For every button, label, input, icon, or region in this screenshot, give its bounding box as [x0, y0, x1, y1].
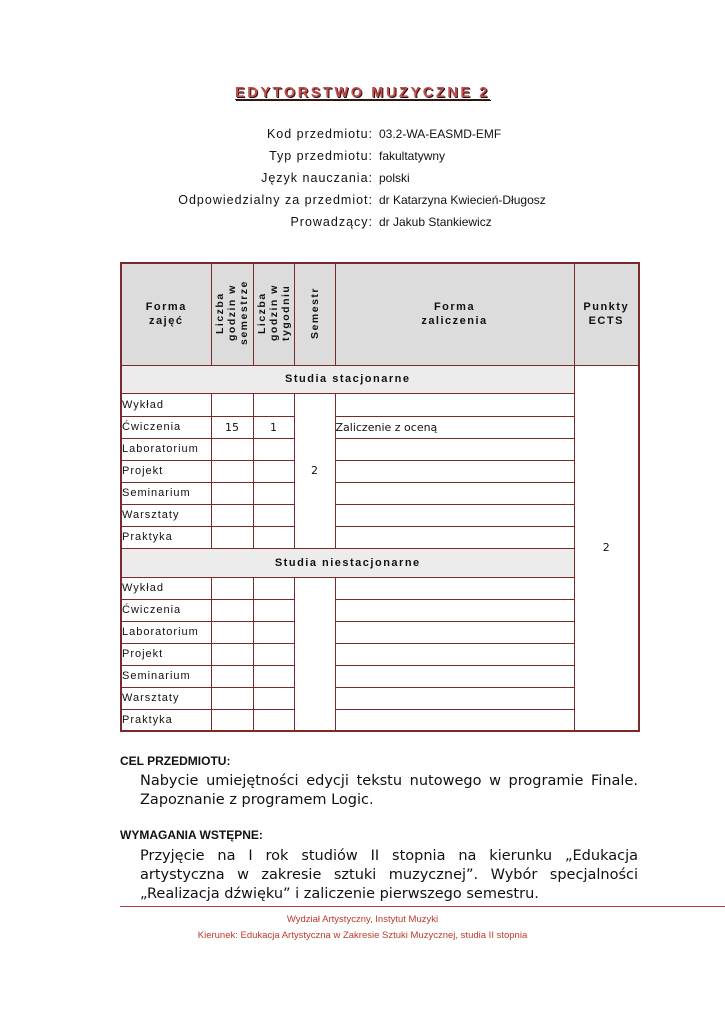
hours-week: [253, 687, 294, 709]
assessment-form: [335, 643, 574, 665]
cel-heading: CEL PRZEDMIOTU:: [120, 754, 231, 768]
meta-value: dr Katarzyna Kwiecień-Długosz: [379, 193, 546, 207]
form-name: Wykład: [121, 393, 211, 416]
footer-faculty: Wydział Artystyczny, Instytut Muzyki: [286, 914, 439, 925]
meta-row-language: [0, 171, 725, 193]
meta-label: Kod przedmiotu:: [266, 127, 373, 141]
hours-week: [253, 438, 294, 460]
form-name: Projekt: [121, 460, 211, 482]
assessment-form: [335, 460, 574, 482]
meta-label: Typ przedmiotu:: [269, 149, 373, 163]
header-text: Semestr: [308, 286, 321, 339]
wymagania-heading: WYMAGANIA WSTĘPNE:: [120, 828, 263, 842]
form-name: Warsztaty: [121, 687, 211, 709]
hours-week: [253, 526, 294, 548]
form-name: Wykład: [121, 577, 211, 599]
hours-semester: [211, 438, 253, 460]
hours-week: [253, 709, 294, 731]
hours-semester: [211, 709, 253, 731]
document-title-wrap: [0, 84, 725, 102]
hours-week: [253, 577, 294, 599]
meta-row-instructor: [0, 215, 725, 237]
hours-semester: [211, 643, 253, 665]
header-liczba-godzin-tydzien: [253, 263, 294, 365]
hours-week: [253, 643, 294, 665]
meta-value: polski: [379, 171, 410, 185]
form-name: Seminarium: [121, 482, 211, 504]
footer-divider: [120, 906, 725, 907]
form-name: Praktyka: [121, 526, 211, 548]
header-text: Liczba godzin w semestrze: [214, 280, 250, 346]
section-stacjonarne: Studia stacjonarne: [121, 365, 574, 393]
cel-text: Nabycie umiejętności edycji tekstu nutowego w programie Finale. Zapoznanie z programem Logic.: [140, 773, 638, 808]
assessment-form: [335, 526, 574, 548]
header-text: Liczba godzin w tygodniu: [255, 284, 292, 342]
course-hours-table: [120, 262, 640, 732]
hours-week: [253, 599, 294, 621]
meta-row-type: [0, 149, 725, 171]
assessment-form: [335, 621, 574, 643]
assessment-form: [335, 577, 574, 599]
form-name: Praktyka: [121, 709, 211, 731]
assessment-form: [335, 482, 574, 504]
hours-week: [253, 393, 294, 416]
meta-label: Prowadzący:: [290, 215, 373, 229]
header-liczba-godzin-semestr: [211, 263, 253, 365]
form-name: Ćwiczenia: [121, 416, 211, 438]
assessment-form: [335, 438, 574, 460]
form-name: Laboratorium: [121, 438, 211, 460]
footer-program: Kierunek: Edukacja Artystyczna w Zakresie Sztuki Muzycznej, studia II stopnia: [197, 930, 528, 941]
hours-semester: [211, 482, 253, 504]
meta-label: Odpowiedzialny za przedmiot:: [178, 193, 373, 207]
assessment-form: [335, 665, 574, 687]
hours-week: [253, 504, 294, 526]
form-name: Seminarium: [121, 665, 211, 687]
hours-semester: 15: [211, 416, 253, 438]
assessment-form: Zaliczenie z oceną: [335, 416, 574, 438]
header-punkty-ects: Punkty ECTS: [574, 263, 639, 365]
course-meta: [0, 127, 725, 237]
assessment-form: [335, 709, 574, 731]
hours-semester: [211, 577, 253, 599]
semester-value: 2: [294, 393, 335, 548]
document-title: EDYTORSTWO MUZYCZNE 2: [235, 85, 490, 101]
header-forma-zajec: Forma zajęć: [121, 263, 211, 365]
meta-value: fakultatywny: [379, 149, 446, 163]
hours-semester: [211, 393, 253, 416]
header-semestr: [294, 263, 335, 365]
form-name: Projekt: [121, 643, 211, 665]
hours-week: [253, 621, 294, 643]
assessment-form: [335, 599, 574, 621]
assessment-form: [335, 504, 574, 526]
meta-value: 03.2-WA-EASMD-EMF: [379, 127, 502, 141]
hours-week: [253, 460, 294, 482]
hours-semester: [211, 665, 253, 687]
semester-value: [294, 577, 335, 731]
hours-semester: [211, 504, 253, 526]
hours-week: 1: [253, 416, 294, 438]
ects-value: 2: [574, 365, 639, 731]
form-name: Laboratorium: [121, 621, 211, 643]
header-forma-zaliczenia: Forma zaliczenia: [335, 263, 574, 365]
meta-label: Język nauczania:: [261, 171, 373, 185]
hours-semester: [211, 460, 253, 482]
hours-week: [253, 482, 294, 504]
meta-row-responsible: [0, 193, 725, 215]
wymagania-text: Przyjęcie na I rok studiów II stopnia na kierunku „Edukacja artystyczna w zakresie sztuki muzycznej”. Wybór specjalności „Realizacja dźwięku” i zaliczenie pierwszego semestru.: [140, 848, 638, 902]
assessment-form: [335, 687, 574, 709]
section-niestacjonarne: Studia niestacjonarne: [121, 548, 574, 577]
hours-semester: [211, 687, 253, 709]
hours-semester: [211, 599, 253, 621]
form-name: Ćwiczenia: [121, 599, 211, 621]
assessment-form: [335, 393, 574, 416]
meta-row-code: [0, 127, 725, 149]
hours-semester: [211, 621, 253, 643]
hours-week: [253, 665, 294, 687]
form-name: Warsztaty: [121, 504, 211, 526]
hours-semester: [211, 526, 253, 548]
meta-value: dr Jakub Stankiewicz: [379, 215, 492, 229]
